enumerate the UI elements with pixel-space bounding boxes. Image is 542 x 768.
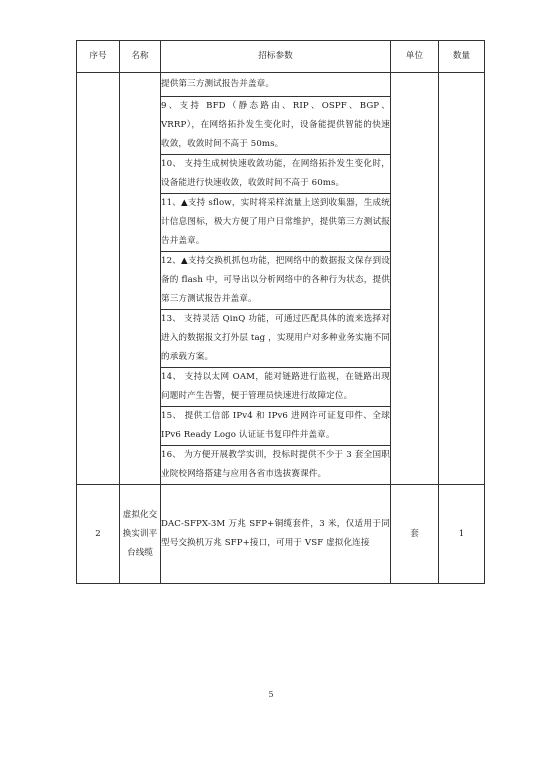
header-name: 名称: [120, 41, 161, 73]
param-cell: 16、 为方便开展教学实训，投标时提供不少于 3 套全国职业院校网络搭建与应用各省市选拔赛课件。: [161, 446, 391, 485]
bid-spec-table: [76, 40, 485, 584]
header-unit: 单位: [391, 41, 439, 73]
cell-name-empty: [120, 73, 161, 485]
param-cell: 9、支持 BFD（静态路由、RIP、OSPF、BGP、VRRP），在网络拓扑发生变化时，设备能提供智能的快速收敛，收敛时间不高于 50ms。: [161, 97, 391, 155]
header-no: 序号: [77, 41, 120, 73]
cell-no: 2: [77, 485, 120, 584]
param-cell: DAC-SFPX-3M 万兆 SFP+铜缆套件，3 米，仅适用于同型号交换机万兆 SFP+接口，可用于 VSF 虚拟化连接: [161, 485, 391, 584]
table-row: [77, 73, 485, 97]
cell-name: 虚拟化交换实训平台线缆: [120, 485, 161, 584]
page-number: 5: [268, 690, 274, 699]
header-param: 招标参数: [161, 41, 391, 73]
param-cell: 12、▲支持交换机抓包功能，把网络中的数据报文保存到设备的 flash 中，可导出以分析网络中的各种行为状态，提供第三方测试报告并盖章。: [161, 252, 391, 310]
header-qty: 数量: [439, 41, 485, 73]
param-cell: 提供第三方测试报告并盖章。: [161, 73, 391, 97]
table-row: [77, 485, 485, 584]
cell-qty-empty: [439, 73, 485, 485]
cell-qty: 1: [439, 485, 485, 584]
cell-no-empty: [77, 73, 120, 485]
cell-unit: 套: [391, 485, 439, 584]
param-cell: 13、 支持灵活 QinQ 功能，可通过匹配具体的流来选择对进入的数据报文打外层 tag ，实现用户对多种业务实施不同的承载方案。: [161, 310, 391, 368]
param-cell: 11、▲支持 sflow，实时将采样流量上送到收集器，生成统计信息图标，极大方便了用户日常维护，提供第三方测试报告并盖章。: [161, 194, 391, 252]
param-cell: 14、 支持以太网 OAM，能对链路进行监视，在链路出现问题时产生告警，便于管理员快速进行故障定位。: [161, 368, 391, 407]
cell-unit-empty: [391, 73, 439, 485]
param-cell: 15、 提供工信部 IPv4 和 IPv6 进网许可证复印件、全球 IPv6 Ready Logo 认证证书复印件并盖章。: [161, 407, 391, 446]
table-header-row: [77, 41, 485, 73]
param-cell: 10、 支持生成树快速收敛功能，在网络拓扑发生变化时，设备能进行快速收敛，收敛时间不高于 60ms。: [161, 155, 391, 194]
